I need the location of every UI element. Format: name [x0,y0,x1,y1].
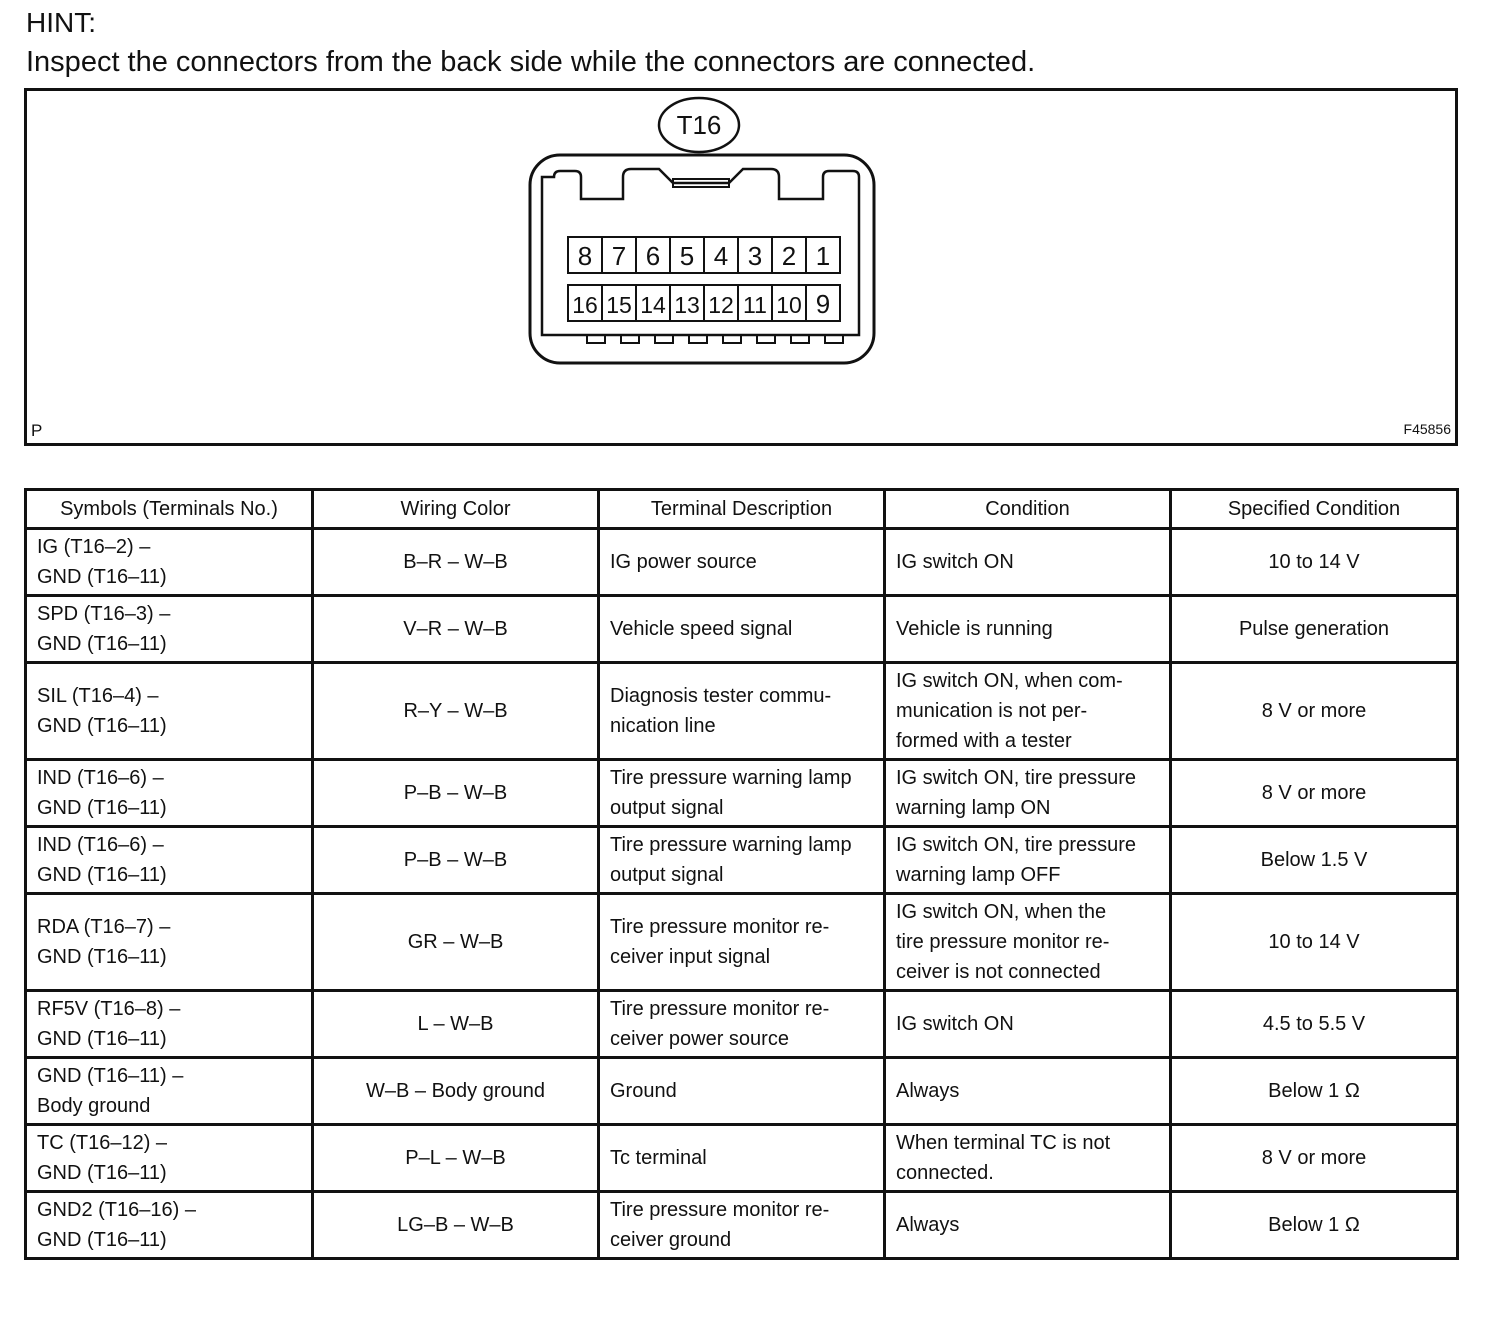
hint-title: HINT: [26,7,96,38]
pin-number: 10 [776,292,802,318]
cell-specified: 4.5 to 5.5 V [1171,991,1458,1058]
cell-wiring: LG–B – W–B [313,1192,599,1259]
figure-corner-label: P [31,421,43,440]
cell-symbol: SIL (T16–4) – GND (T16–11) [26,663,313,760]
cell-specified: Below 1.5 V [1171,827,1458,894]
cell-description: Ground [599,1058,885,1125]
table-row [26,991,1458,1058]
cell-wiring: B–R – W–B [313,529,599,596]
pin-number: 11 [743,292,767,318]
cell-description: Diagnosis tester commu- nication line [599,663,885,760]
cell-condition: Always [885,1192,1171,1259]
cell-symbol: SPD (T16–3) – GND (T16–11) [26,596,313,663]
hint-instruction: Inspect the connectors from the back side while the connectors are connected. [26,46,1036,78]
cell-wiring: P–L – W–B [313,1125,599,1192]
pin-number: 7 [611,241,627,271]
col-header-condition: Condition [885,490,1171,529]
pin-number: 3 [747,241,763,271]
pin-number: 14 [640,292,666,318]
connector-diagram [27,91,1455,443]
table-row [26,529,1458,596]
cell-wiring: P–B – W–B [313,827,599,894]
col-header-wiring: Wiring Color [313,490,599,529]
pin-number: 13 [674,292,700,318]
col-header-specified: Specified Condition [1171,490,1458,529]
col-header-symbols: Symbols (Terminals No.) [26,490,313,529]
cell-wiring: W–B – Body ground [313,1058,599,1125]
cell-specified: Below 1 Ω [1171,1058,1458,1125]
cell-wiring: GR – W–B [313,894,599,991]
table-row [26,1125,1458,1192]
pin-number: 8 [577,241,593,271]
cell-symbol: GND2 (T16–16) – GND (T16–11) [26,1192,313,1259]
cell-wiring: R–Y – W–B [313,663,599,760]
cell-condition: When terminal TC is not connected. [885,1125,1171,1192]
cell-condition: IG switch ON [885,529,1171,596]
pin-number: 15 [606,292,632,318]
table-row [26,1192,1458,1259]
cell-symbol: GND (T16–11) – Body ground [26,1058,313,1125]
cell-description: Tire pressure warning lamp output signal [599,827,885,894]
pin-number: 1 [815,241,831,271]
cell-symbol: RDA (T16–7) – GND (T16–11) [26,894,313,991]
cell-condition: IG switch ON [885,991,1171,1058]
cell-specified: Pulse generation [1171,596,1458,663]
cell-symbol: IND (T16–6) – GND (T16–11) [26,760,313,827]
table-row [26,894,1458,991]
cell-symbol: IG (T16–2) – GND (T16–11) [26,529,313,596]
cell-description: Vehicle speed signal [599,596,885,663]
table-row [26,663,1458,760]
cell-description: Tc terminal [599,1125,885,1192]
table-row [26,760,1458,827]
cell-description: Tire pressure monitor re- ceiver power source [599,991,885,1058]
cell-specified: 10 to 14 V [1171,529,1458,596]
pin-number: 4 [713,241,729,271]
pin-number: 2 [781,241,797,271]
cell-specified: 10 to 14 V [1171,894,1458,991]
cell-description: Tire pressure monitor re- ceiver input signal [599,894,885,991]
cell-condition: IG switch ON, when com- munication is not per- formed with a tester [885,663,1171,760]
cell-description: IG power source [599,529,885,596]
table-header-row [26,490,1458,529]
col-header-description: Terminal Description [599,490,885,529]
cell-symbol: IND (T16–6) – GND (T16–11) [26,827,313,894]
table-row [26,1058,1458,1125]
cell-description: Tire pressure monitor re- ceiver ground [599,1192,885,1259]
pin-number: 16 [572,292,598,318]
pin-number: 9 [815,289,831,319]
cell-wiring: L – W–B [313,991,599,1058]
cell-wiring: V–R – W–B [313,596,599,663]
figure-code: F45856 [1403,421,1451,437]
cell-condition: IG switch ON, tire pressure warning lamp OFF [885,827,1171,894]
terminal-table [24,488,1459,1260]
cell-specified: 8 V or more [1171,760,1458,827]
cell-condition: Always [885,1058,1171,1125]
cell-wiring: P–B – W–B [313,760,599,827]
pin-number: 12 [708,292,734,318]
pin-grid [568,237,840,321]
cell-symbol: TC (T16–12) – GND (T16–11) [26,1125,313,1192]
cell-specified: 8 V or more [1171,1125,1458,1192]
cell-description: Tire pressure warning lamp output signal [599,760,885,827]
cell-specified: 8 V or more [1171,663,1458,760]
table-row [26,596,1458,663]
cell-symbol: RF5V (T16–8) – GND (T16–11) [26,991,313,1058]
cell-condition: IG switch ON, when the tire pressure monitor re- ceiver is not connected [885,894,1171,991]
cell-specified: Below 1 Ω [1171,1192,1458,1259]
connector-label: T16 [676,110,722,140]
cell-condition: Vehicle is running [885,596,1171,663]
pin-number: 5 [679,241,695,271]
table-row [26,827,1458,894]
connector-figure [24,88,1458,446]
pin-number: 6 [645,241,661,271]
cell-condition: IG switch ON, tire pressure warning lamp ON [885,760,1171,827]
